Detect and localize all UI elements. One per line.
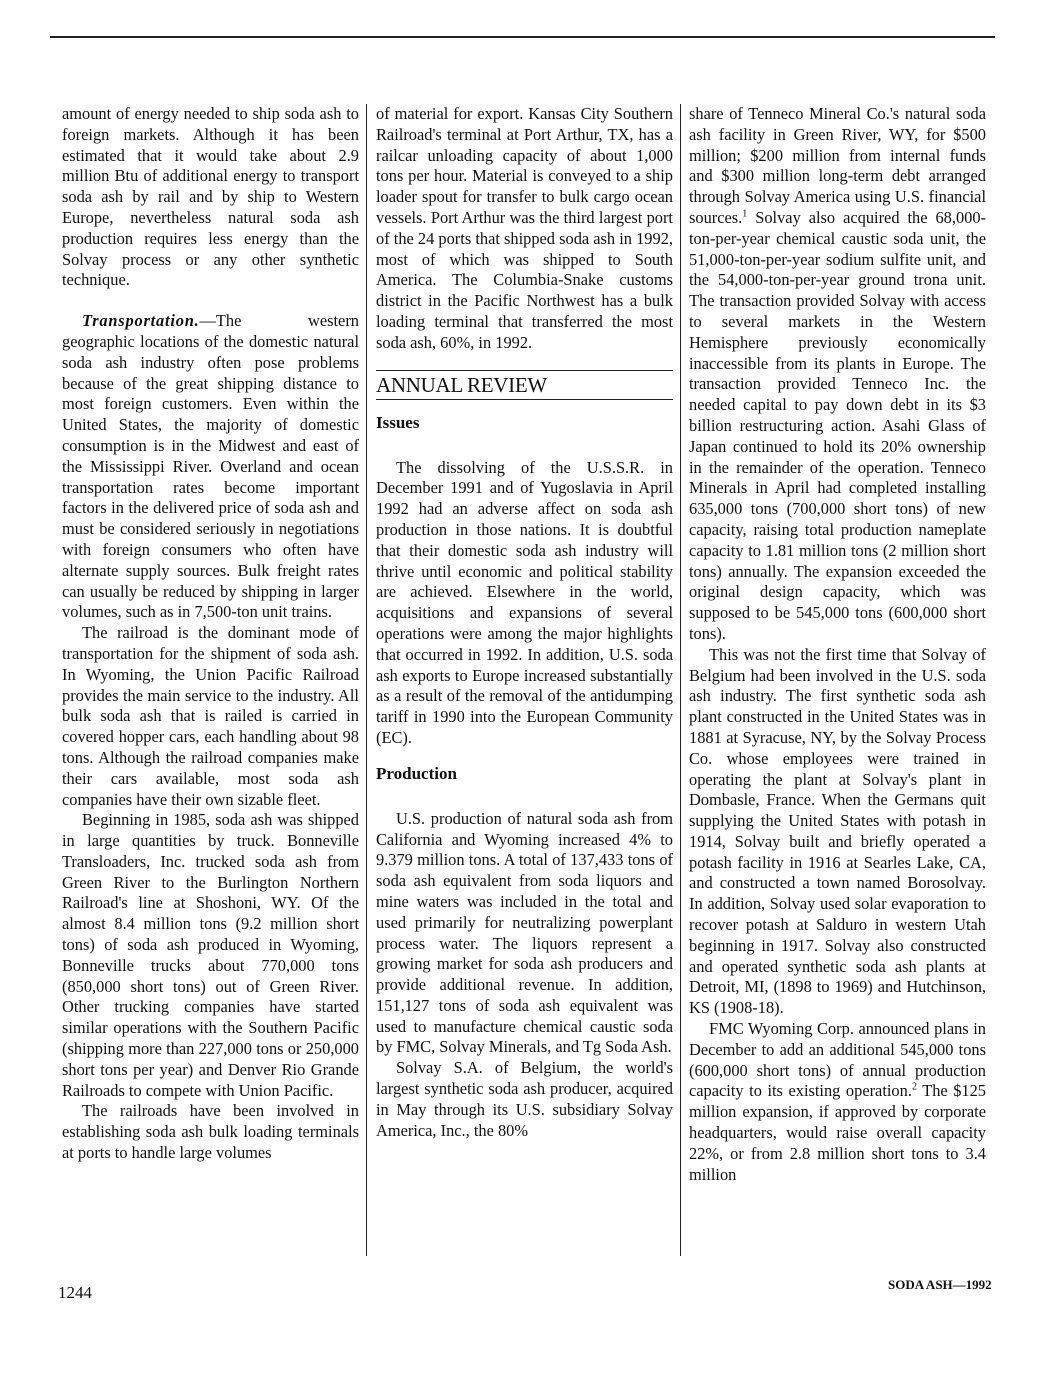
paragraph-terminals: The railroads have been involved in establishing soda ash bulk loading terminals at ports to handle large volumes [62,1101,359,1163]
running-head: SODA ASH—1992 [888,1277,992,1292]
footnote-ref-1: 1 [742,208,748,220]
paragraph-solvay: Solvay S.A. of Belgium, the world's largest synthetic soda ash producer, acquired in May through its U.S. subsidiary Solvay America, Inc., the 80% [376,1058,673,1140]
production-heading: Production [376,763,457,783]
paragraph-transportation [62,311,359,623]
footnote-ref-2: 2 [911,1081,917,1093]
fmc-text-a: FMC Wyoming Corp. announced plans in December to add an additional 545,000 tons (600,000 short tons) of annual production capacity to its existing operation. [689,1019,986,1101]
issues-heading: Issues [376,412,420,432]
top-rule [50,36,995,38]
paragraph-tenneco [689,104,986,645]
transportation-heading: Transportation. [82,311,200,331]
text-column-2 [376,104,673,1141]
transportation-body: —The western geographic locations of the domestic natural soda ash industry often pose problems because of the great shipping distance to most foreign customers. Even within the United States, the majority of domestic consumption is in the Midwest and east of the Mississippi River. Overland and ocean transportation rates become important factors in the delivered price of soda ash and must be considered seriously in negotiations with foreign consumers who often have alternate supply sources. Bulk freight rates can usually be reduced by shipping in larger volumes, such as in 7,500-ton unit trains. [62,311,359,622]
paragraph-railroad: The railroad is the dominant mode of transportation for the shipment of soda ash. In Wyoming, the Union Pacific Railroad provides the main service to the industry. All bulk soda ash that is railed is carried in covered hopper cars, each handling about 98 tons. Although the railroad companies make their cars available, most soda ash companies have their own sizable fleet. [62,623,359,809]
paragraph-energy: amount of energy needed to ship soda ash to foreign markets. Although it has been estimated that it would take about 2.9 million Btu of additional energy to transport soda ash by rail and by ship to Western Europe, nevertheless natural soda ash production requires less energy than the Solvay process or any other synthetic technique. [62,104,359,290]
paragraph-export-terminals: of material for export. Kansas City Southern Railroad's terminal at Port Arthur, TX, has a railcar unloading capacity of about 1,000 tons per hour. Material is conveyed to a ship loader spout for transfer to bulk cargo ocean vessels. Port Arthur was the third largest port of the 24 ports that shipped soda ash in 1992, most of which was shipped to South America. The Columbia-Snake customs district in the Pacific Northwest has a bulk loading terminal that transferred the most soda ash, 60%, in 1992. [376,104,673,352]
column-divider-right [680,104,681,1256]
paragraph-trucking: Beginning in 1985, soda ash was shipped in large quantities by truck. Bonneville Transloaders, Inc. trucked soda ash from Green River to the Burlington Northern Railroad's line at Shoshoni, WY. Of the almost 8.4 million tons (9.2 million short tons) of soda ash produced in Wyoming, Bonneville trucks about 770,000 tons (850,000 short tons) out of Green River. Other trucking companies have started similar operations with the Southern Pacific (shipping more than 227,000 tons or 250,000 short tons per year) and Denver Rio Grande Railroads to compete with Union Pacific. [62,810,359,1100]
paragraph-production: U.S. production of natural soda ash from California and Wyoming increased 4% to 9.379 million tons. A total of 137,433 tons of soda ash equivalent from soda liquors and mine waters was included in the total and used primarily for neutralizing powerplant process water. The liquors represent a growing market for soda ash producers and provide additional revenue. In addition, 151,127 tons of soda ash equivalent was used to manufacture chemical caustic soda by FMC, Solvay Minerals, and Tg Soda Ash. [376,808,673,1057]
annual-review-heading: ANNUAL REVIEW [376,370,673,400]
paragraph-solvay-history: This was not the first time that Solvay of Belgium had been involved in the U.S. soda ash industry. The first synthetic soda ash plant constructed in the United States was in 1881 at Syracuse, NY, by the Solvay Process Co. whose employees were trained in operating the plant at Solvay's plant in Dombasle, France. When the Germans quit supplying the United States with potash in 1914, Solvay built and briefly operated a potash facility in 1916 at Searles Lake, CA, and constructed a town named Borosolvay. In addition, Solvay used solar evaporation to recover potash at Salduro in western Utah beginning in 1917. Solvay also constructed and operated synthetic soda ash plants at Detroit, MI, (1898 to 1969) and Hutchinson, KS (1908-18). [689,644,986,1018]
page-number: 1244 [58,1283,92,1302]
tenneco-text-b: Solvay also acquired the 68,000-ton-per-year chemical caustic soda unit, the 51,000-ton-per-year sodium sulfite unit, and the 54,000-ton-per-year ground trona unit. The transaction provided Solvay with access to several markets in the Western Hemisphere previously economically inaccessible from its plants in Europe. The transaction provided Tenneco Inc. the needed capital to pay down debt in its $3 billion restructuring action. Asahi Glass of Japan continued to hold its 20% ownership in the remainder of the operation. Tenneco Minerals in April had completed installing 635,000 tons (700,000 short tons) of new capacity, raising total production nameplate capacity to 1.81 million tons (2 million short tons) annually. The expansion exceeded the original design capacity, which was supposed to be 545,000 tons (600,000 short tons). [689,207,986,643]
fmc-text-b: The $125 million expansion, if approved by corporate headquarters, would raise overall capacity 22%, or from 2.8 million short tons to 3.4 million [689,1081,987,1184]
paragraph-fmc [689,1019,986,1185]
column-divider-left [366,104,367,1256]
text-column-1 [62,104,359,1164]
paragraph-issues: The dissolving of the U.S.S.R. in December 1991 and of Yugoslavia in April 1992 had an adverse affect on soda ash production in those nations. It is doubtful that their domestic soda ash industry will thrive until economic and political stability are achieved. Elsewhere in the world, acquisitions and expansions of several operations were among the major highlights that occurred in 1992. In addition, U.S. soda ash exports to Europe increased substantially as a result of the removal of the antidumping tariff in 1990 into the European Community (EC). [376,457,673,747]
tenneco-text-a: share of Tenneco Mineral Co.'s natural soda ash facility in Green River, WY, for $500 million; $200 million from internal funds and $300 million long-term debt arranged through Solvay America using U.S. financial sources. [689,104,986,227]
text-column-3 [689,104,986,1185]
